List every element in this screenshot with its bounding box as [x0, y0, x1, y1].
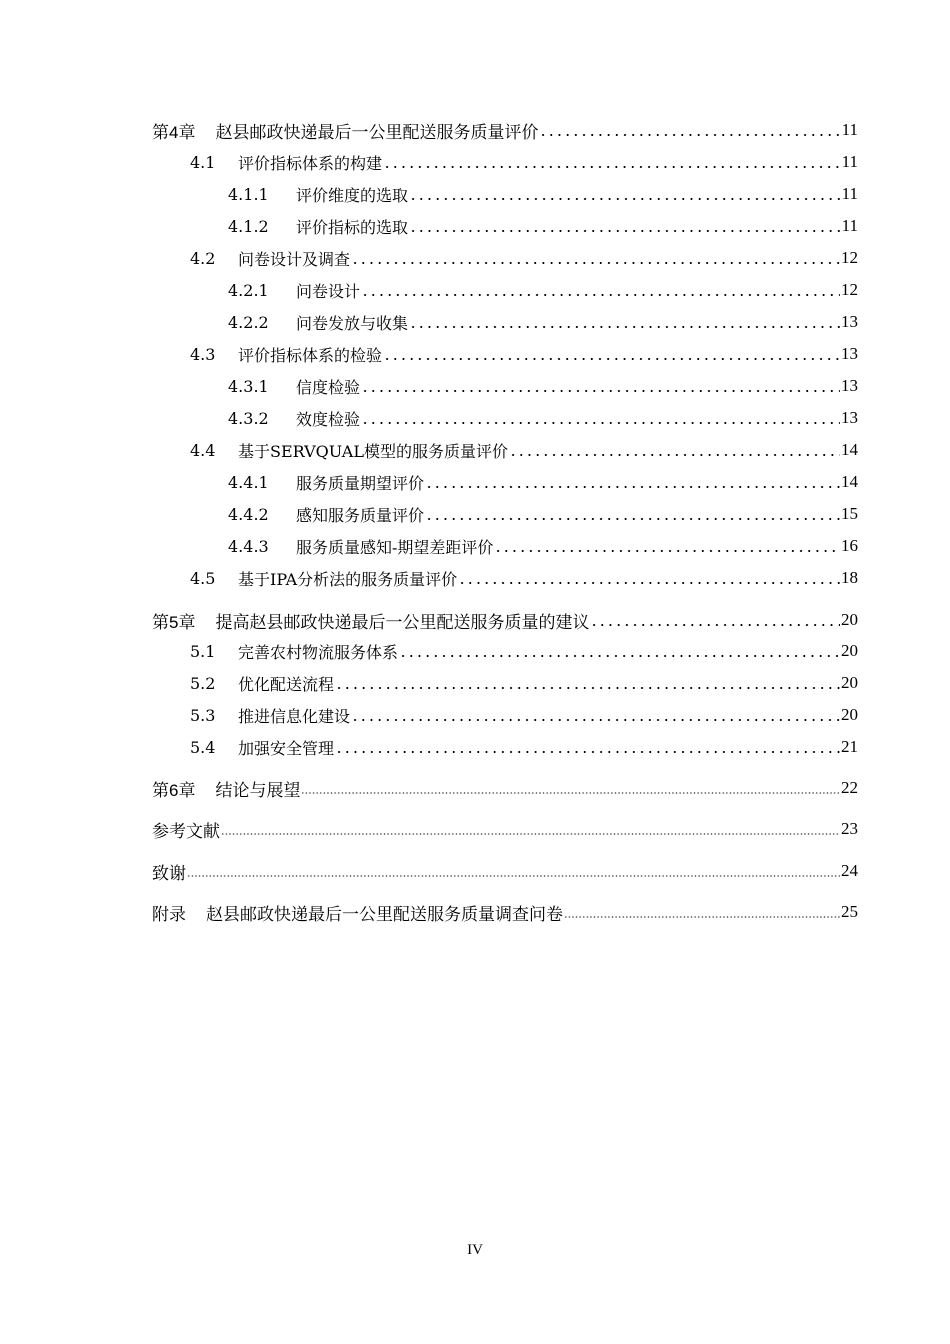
toc-entry-page: 20: [841, 705, 858, 724]
toc-entry[interactable]: [0, 118, 858, 142]
toc-entry-page: 21: [841, 737, 858, 756]
toc-entry-page: 13: [841, 344, 858, 363]
toc-entry-number: 5.3: [190, 705, 216, 725]
toc-leader-dots: [301, 776, 840, 800]
toc-entry-page: 12: [841, 280, 858, 299]
toc-leader-dots: [383, 150, 841, 174]
toc-entry-title: 推进信息化建设: [238, 706, 351, 726]
toc-entry-page: 14: [841, 472, 858, 491]
toc-entry[interactable]: [0, 374, 858, 398]
toc-leader-dots: [361, 406, 840, 430]
toc-entry-number: 第4章: [152, 122, 196, 142]
toc-entry-number: 4.1.1: [228, 184, 269, 204]
toc-entry-number: 4.5: [190, 568, 216, 588]
toc-entry[interactable]: [0, 342, 858, 366]
toc-entry-title: 赵县邮政快递最后一公里配送服务质量调查问卷: [206, 904, 563, 924]
toc-leader-dots: [590, 608, 840, 632]
toc-entry-page: 14: [841, 440, 858, 459]
toc-entry-number: 4.4: [190, 440, 216, 460]
toc-entry-title: 提高赵县邮政快递最后一公里配送服务质量的建议: [215, 612, 590, 632]
toc-leader-dots: [494, 534, 840, 558]
toc-entry-number: 第6章: [152, 780, 196, 800]
toc-entry[interactable]: [0, 470, 858, 494]
toc-entry-number: 4.2.2: [228, 312, 269, 332]
toc-leader-dots: [335, 671, 840, 695]
toc-entry-title: 基于SERVQUAL模型的服务质量评价: [238, 441, 508, 461]
toc-entry-title: 评价指标的选取: [296, 217, 409, 237]
toc-entry-title: 结论与展望: [215, 780, 301, 800]
page-number: IV: [467, 1242, 483, 1258]
toc-entry[interactable]: [0, 608, 858, 632]
toc-entry[interactable]: [0, 671, 858, 695]
toc-entry-title: 加强安全管理: [238, 738, 335, 758]
toc-entry-number: 4.2: [190, 248, 216, 268]
toc-entry-page: 11: [841, 184, 858, 203]
toc-entry-number: 4.4.2: [228, 504, 269, 524]
toc-entry-page: 16: [841, 536, 858, 555]
toc-entry-number: 4.3: [190, 344, 216, 364]
toc-leader-dots: [351, 703, 840, 727]
toc-leader-dots: [187, 859, 840, 883]
toc-entry[interactable]: [0, 214, 858, 238]
toc-entry-title: 基于IPA分析法的服务质量评价: [238, 569, 458, 589]
toc-entry[interactable]: [0, 817, 858, 841]
toc-entry-page: 13: [841, 312, 858, 331]
toc-entry-page: 20: [841, 610, 858, 629]
toc-entry-page: 15: [841, 504, 858, 523]
toc-entry[interactable]: [0, 534, 858, 558]
toc-leader-dots: [221, 817, 840, 841]
toc-entry-number: 5.2: [190, 673, 216, 693]
toc-entry-title: 信度检验: [296, 377, 361, 397]
toc-entry-number: 4.1: [190, 152, 216, 172]
toc-entry-number: 4.4.3: [228, 536, 269, 556]
toc-entry-number: 附录: [152, 904, 186, 924]
toc-entry-page: 20: [841, 673, 858, 692]
toc-entry[interactable]: [0, 438, 858, 462]
toc-leader-dots: [409, 214, 841, 238]
toc-entry-number: 4.2.1: [228, 280, 269, 300]
toc-entry-title: 赵县邮政快递最后一公里配送服务质量评价: [215, 122, 539, 142]
toc-entry[interactable]: [0, 703, 858, 727]
toc-entry[interactable]: [0, 182, 858, 206]
toc-entry-title: 评价指标体系的检验: [238, 345, 383, 365]
toc-entry[interactable]: [0, 246, 858, 270]
toc-entry-title: 效度检验: [296, 409, 361, 429]
toc-entry[interactable]: [0, 735, 858, 759]
toc-leader-dots: [425, 502, 840, 526]
toc-entry-title: 问卷发放与收集: [296, 313, 409, 333]
toc-entry-number: 4.3.2: [228, 408, 269, 428]
toc-leader-dots: [564, 900, 840, 924]
toc-entry-page: 22: [841, 778, 858, 797]
toc-leader-dots: [383, 342, 840, 366]
toc-leader-dots: [351, 246, 840, 270]
toc-leader-dots: [409, 182, 841, 206]
toc-entry-title: 服务质量期望评价: [296, 473, 425, 493]
toc-entry-page: 12: [841, 248, 858, 267]
toc-entry[interactable]: [0, 502, 858, 526]
toc-entry[interactable]: [0, 859, 858, 883]
toc-entry[interactable]: [0, 639, 858, 663]
toc-entry-number: 4.3.1: [228, 376, 269, 396]
toc-entry[interactable]: [0, 278, 858, 302]
toc-leader-dots: [539, 118, 840, 142]
toc-entry-title: 问卷设计: [296, 281, 361, 301]
toc-entry-page: 13: [841, 376, 858, 395]
toc-entry-number: 5.1: [190, 641, 216, 661]
toc-entry-title: 优化配送流程: [238, 674, 335, 694]
toc-leader-dots: [335, 735, 840, 759]
toc-entry-number: 5.4: [190, 737, 216, 757]
toc-entry[interactable]: [0, 406, 858, 430]
toc-entry-title: 评价维度的选取: [296, 185, 409, 205]
toc-entry-page: 24: [841, 861, 858, 880]
toc-leader-dots: [509, 438, 840, 462]
toc-entry[interactable]: [0, 776, 858, 800]
toc-entry-title: 问卷设计及调查: [238, 249, 351, 269]
toc-entry-title: 感知服务质量评价: [296, 505, 425, 525]
toc-entry-number: 4.1.2: [228, 216, 269, 236]
toc-entry-page: 20: [841, 641, 858, 660]
toc-entry[interactable]: [0, 310, 858, 334]
toc-entry[interactable]: [0, 900, 858, 924]
toc-entry-title: 参考文献: [152, 821, 220, 841]
toc-leader-dots: [399, 639, 840, 663]
toc-leader-dots: [425, 470, 840, 494]
toc-entry-page: 25: [841, 902, 858, 921]
toc-leader-dots: [409, 310, 840, 334]
toc-entry-title: 完善农村物流服务体系: [238, 642, 399, 662]
toc-leader-dots: [458, 566, 840, 590]
toc-entry-page: 11: [841, 216, 858, 235]
toc-entry-page: 18: [841, 568, 858, 587]
toc-leader-dots: [361, 278, 840, 302]
toc-entry-page: 13: [841, 408, 858, 427]
toc-entry-page: 23: [841, 819, 858, 838]
toc-leader-dots: [361, 374, 840, 398]
toc-entry-title: 致谢: [152, 863, 186, 883]
toc-entry-number: 第5章: [152, 612, 196, 632]
toc-entry-title: 评价指标体系的构建: [238, 153, 383, 173]
toc-entry-page: 11: [841, 152, 858, 171]
toc-entry[interactable]: [0, 150, 858, 174]
toc-entry[interactable]: [0, 566, 858, 590]
toc-entry-title: 服务质量感知-期望差距评价: [296, 537, 494, 557]
toc-entry-page: 11: [841, 120, 858, 139]
toc-entry-number: 4.4.1: [228, 472, 269, 492]
